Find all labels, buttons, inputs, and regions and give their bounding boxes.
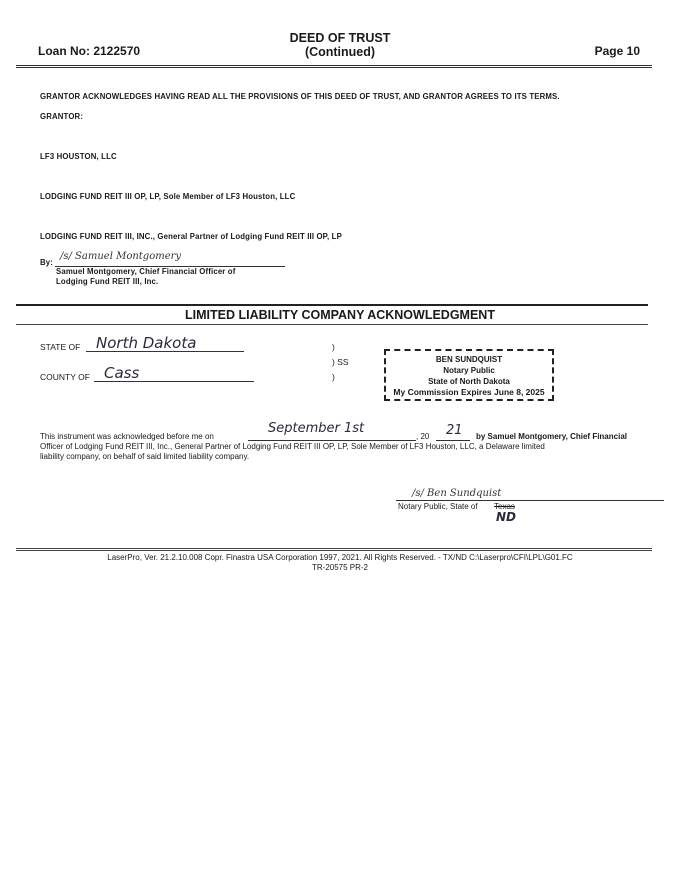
paren-1: ) xyxy=(332,342,335,352)
title-line-2: (Continued) xyxy=(304,45,376,59)
signer-line-2: Lodging Fund REIT III, Inc. xyxy=(56,277,159,286)
stamp-state: State of North Dakota xyxy=(428,377,510,386)
page-number: Page 10 xyxy=(594,44,640,58)
date-line xyxy=(248,440,416,441)
section-title-rule xyxy=(16,324,648,325)
acknowledgment-title: LIMITED LIABILITY COMPANY ACKNOWLEDGMENT xyxy=(185,308,495,322)
state-line xyxy=(86,351,244,352)
para-line-3: liability company, on behalf of said limited liability company. xyxy=(40,452,250,461)
notary-signature: /s/ Ben Sundquist xyxy=(412,488,502,499)
grantor-entity-1: LF3 HOUSTON, LLC xyxy=(40,152,117,161)
stamp-expiration: My Commission Expires June 8, 2025 xyxy=(393,387,545,397)
ss-label: ) SS xyxy=(332,357,349,367)
para-prefix: This instrument was acknowledged before me on xyxy=(40,432,214,441)
paren-3: ) xyxy=(332,372,335,382)
footer-line-2: TR-20575 PR-2 xyxy=(311,563,369,572)
footer xyxy=(40,553,640,573)
section-rule xyxy=(16,304,648,306)
grantor-label: GRANTOR: xyxy=(40,112,84,121)
para-line-2: Officer of Lodging Fund REIT III, Inc., General Partner of Lodging Fund REIT III OP, LP, Sole Member of LF3 Houston, LLC, a Delaware limited xyxy=(40,442,545,451)
grantor-signature: /s/ Samuel Montgomery xyxy=(60,251,182,262)
county-label: COUNTY OF xyxy=(40,372,90,382)
state-label: STATE OF xyxy=(40,342,81,352)
signer-line-1: Samuel Montgomery, Chief Financial Officer of xyxy=(56,267,236,276)
grantor-entity-3: LODGING FUND REIT III, INC., General Partner of Lodging Fund REIT III OP, LP xyxy=(40,232,342,241)
notary-struck-state: Texas xyxy=(494,502,515,511)
title-line-1: DEED OF TRUST xyxy=(289,31,391,45)
footer-line-1: LaserPro, Ver. 21.2.10.008 Copr. Finastra USA Corporation 1997, 2021. All Rights Reserved. - TX/ND C:\Laserpro\CFI\LPL\G01.FC xyxy=(107,553,573,562)
header-rule-top xyxy=(16,65,652,66)
document-title xyxy=(240,31,440,59)
year-line xyxy=(436,440,470,441)
para-rest-line-1: by Samuel Montgomery, Chief Financial xyxy=(476,432,627,441)
year-handwritten: 21 xyxy=(446,423,463,438)
by-label: By: xyxy=(40,258,54,267)
county-value: Cass xyxy=(104,364,140,382)
date-handwritten: September 1st xyxy=(268,421,365,436)
stamp-name: BEN SUNDQUIST xyxy=(435,355,503,364)
state-value: North Dakota xyxy=(96,334,197,352)
notary-signature-line xyxy=(396,500,664,501)
footer-rule-top xyxy=(16,548,652,549)
grantor-acknowledgment: GRANTOR ACKNOWLEDGES HAVING READ ALL THE PROVISIONS OF THIS DEED OF TRUST, AND GRANTOR AGREES TO ITS TERMS. xyxy=(40,92,560,101)
notary-stamp xyxy=(384,349,554,401)
header-rule-bottom xyxy=(16,67,652,68)
footer-rule-bottom xyxy=(16,550,652,551)
loan-number: Loan No: 2122570 xyxy=(38,44,141,58)
notary-label: Notary Public, State of xyxy=(398,502,478,511)
stamp-title: Notary Public xyxy=(443,366,495,375)
grantor-entity-2: LODGING FUND REIT III OP, LP, Sole Member of LF3 Houston, LLC xyxy=(40,192,296,201)
year-prefix: , 20 xyxy=(416,432,430,441)
notary-state-handwritten: ND xyxy=(496,510,517,524)
county-line xyxy=(94,381,254,382)
